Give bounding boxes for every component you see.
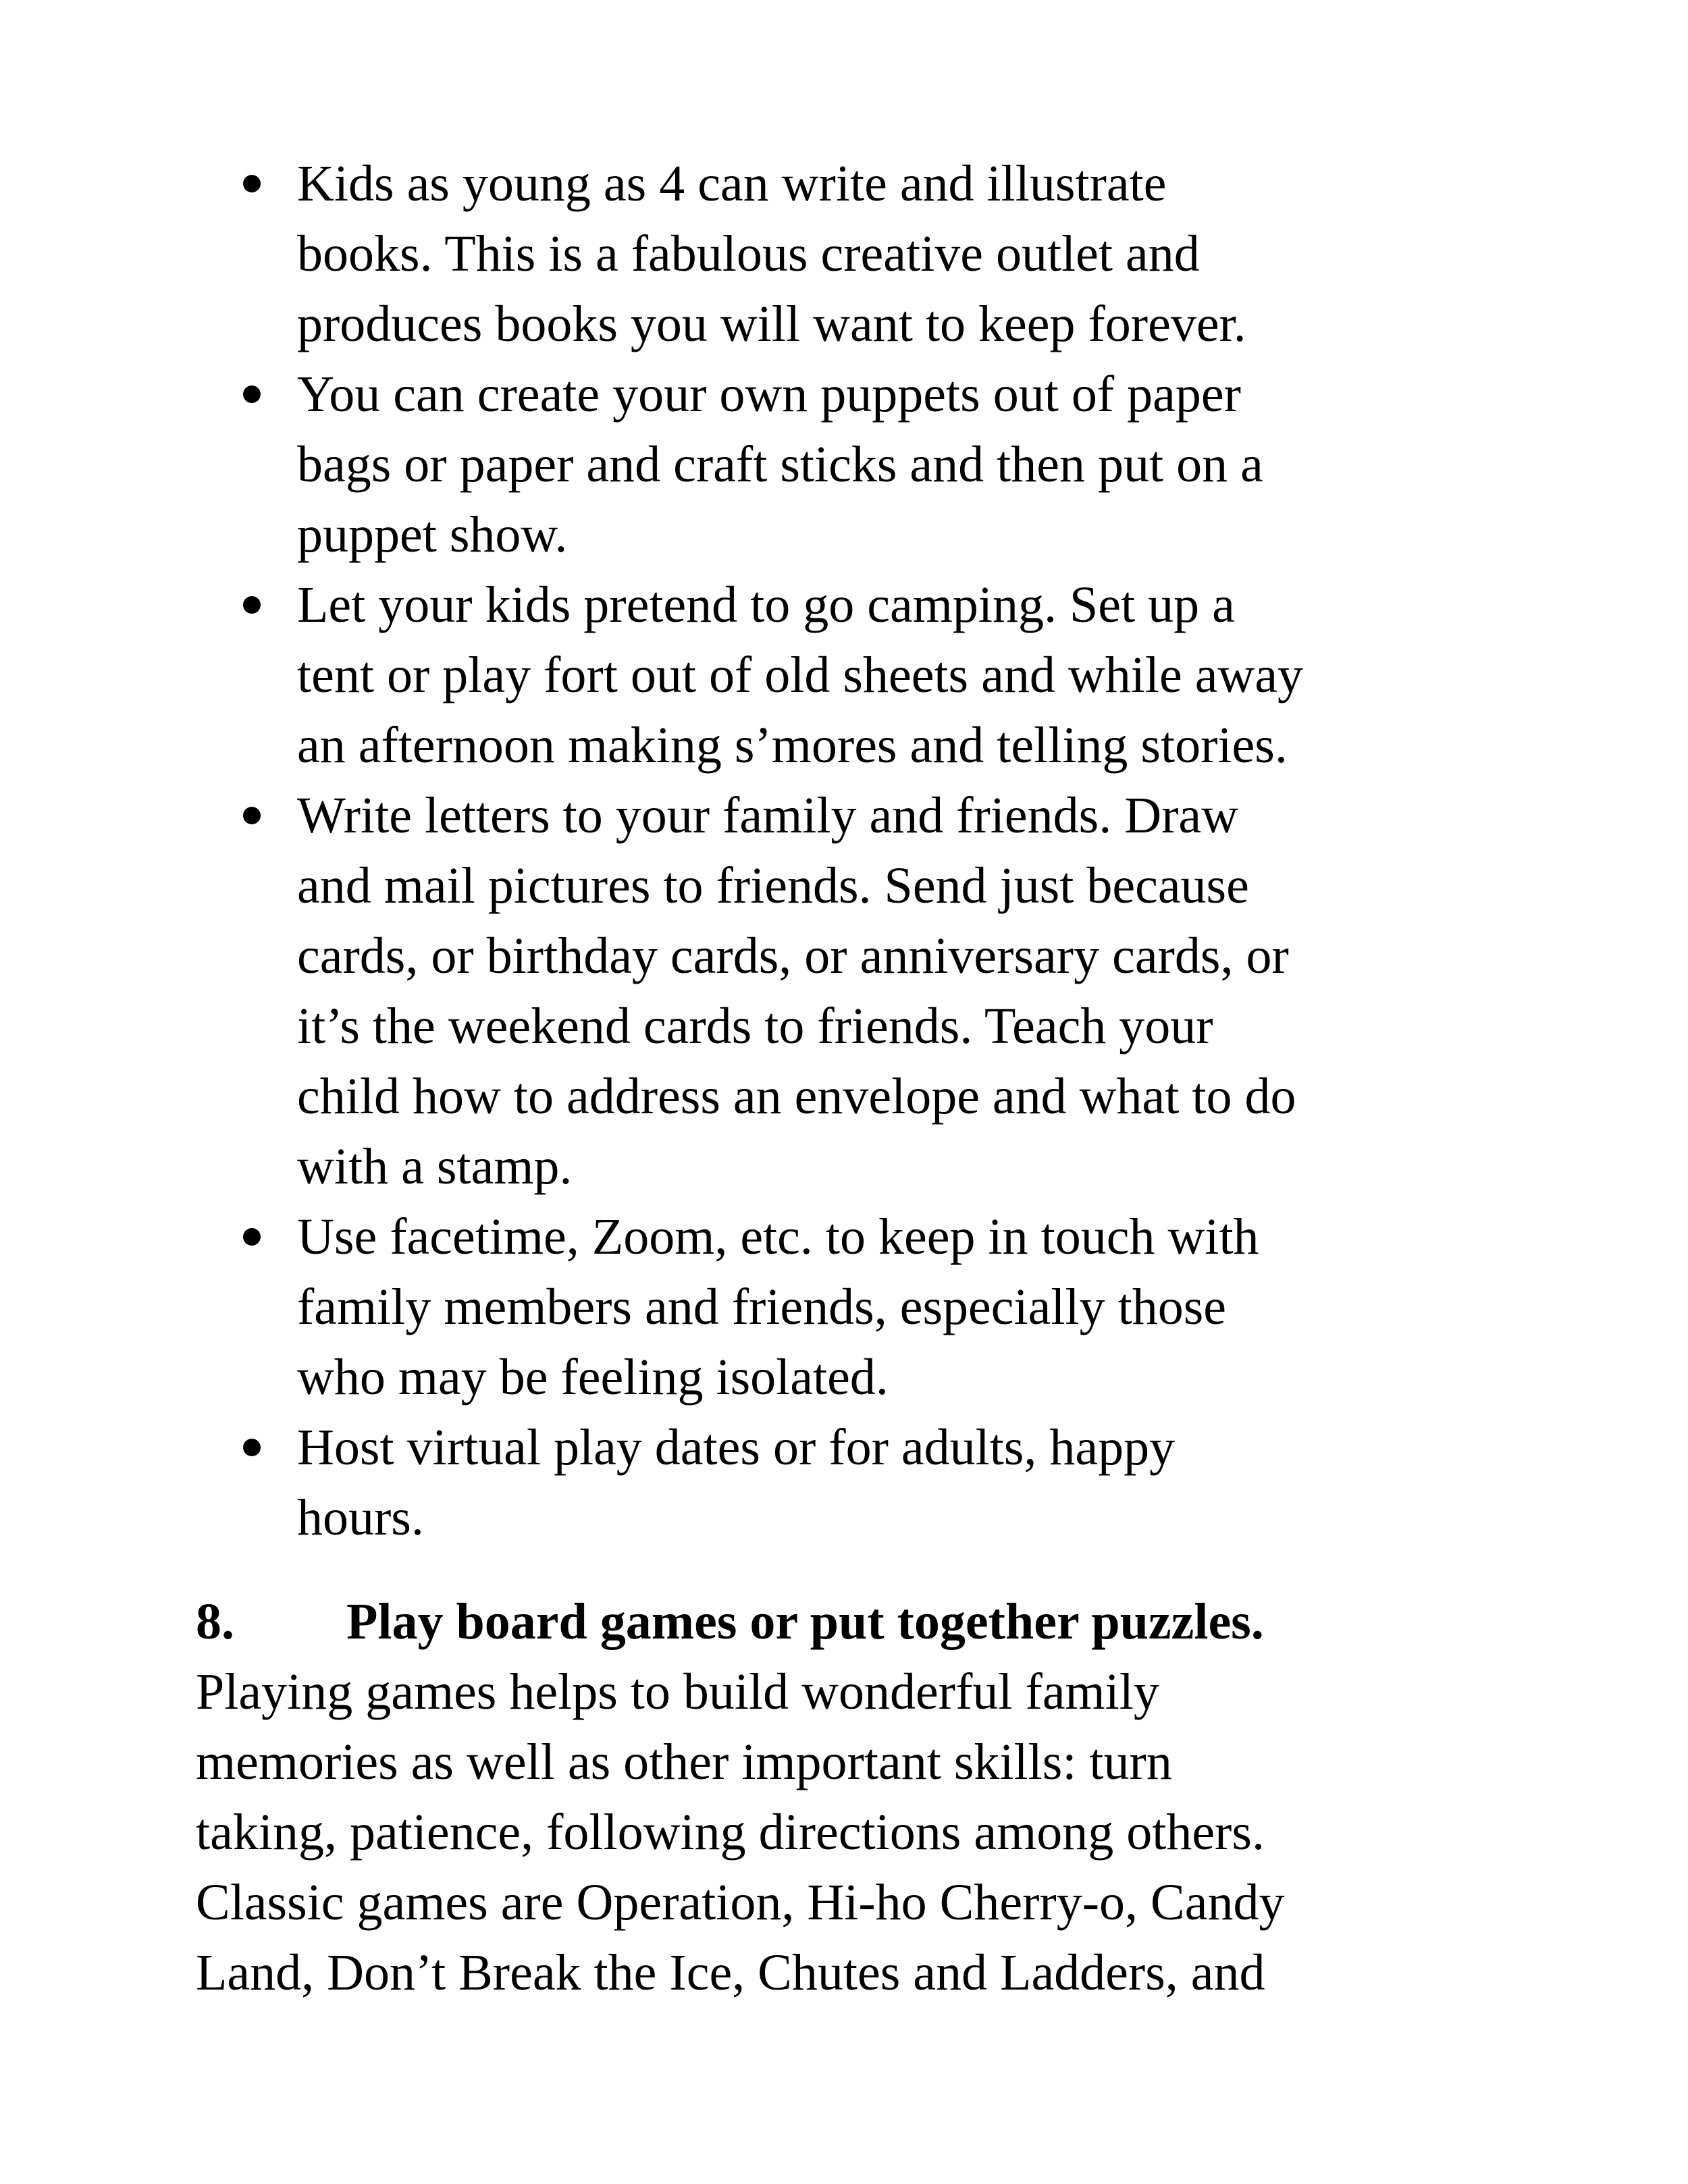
bullet-line: produces books you will want to keep forever. <box>297 296 1246 352</box>
bullet-line: tent or play fort out of old sheets and while away <box>297 647 1304 703</box>
bullet-icon <box>243 807 261 824</box>
bullet-line: Let your kids pretend to go camping. Set up a <box>297 577 1235 633</box>
bullet-line: Write letters to your family and friends. Draw <box>297 787 1239 844</box>
bullet-icon <box>243 175 261 192</box>
bullet-item-write-books <box>243 149 1526 359</box>
bullet-item-virtual-play-dates <box>243 1412 1526 1553</box>
section-body-line: taking, patience, following directions among others. <box>196 1804 1265 1861</box>
bullet-line: an afternoon making s’mores and telling stories. <box>297 717 1288 774</box>
bullet-icon <box>243 1228 261 1246</box>
bullet-icon <box>243 1439 261 1456</box>
bullet-line: puppet show. <box>297 506 568 563</box>
bullet-icon <box>243 385 261 403</box>
bullet-line: You can create your own puppets out of paper <box>297 366 1241 423</box>
bullet-line: who may be feeling isolated. <box>297 1349 889 1406</box>
bullet-line: Use facetime, Zoom, etc. to keep in touch with <box>297 1208 1259 1265</box>
activity-bullet-list <box>243 149 1526 1553</box>
bullet-line: bags or paper and craft sticks and then put on a <box>297 436 1263 493</box>
section-board-games <box>196 1587 1546 2008</box>
section-number: 8. <box>196 1593 234 1650</box>
bullet-line: it’s the weekend cards to friends. Teach your <box>297 998 1213 1055</box>
bullet-item-letters <box>243 780 1526 1202</box>
section-title: Play board games or put together puzzles. <box>346 1593 1264 1650</box>
section-body-line: Classic games are Operation, Hi-ho Cherry-o, Candy <box>196 1874 1285 1931</box>
bullet-line: Host virtual play dates or for adults, happy <box>297 1419 1176 1476</box>
section-body-line: Land, Don’t Break the Ice, Chutes and Ladders, and <box>196 1944 1265 2001</box>
section-heading <box>196 1587 1546 1657</box>
bullet-icon <box>243 596 261 614</box>
section-body-line: memories as well as other important skills: turn <box>196 1734 1172 1790</box>
bullet-line: and mail pictures to friends. Send just because <box>297 857 1249 914</box>
bullet-line: books. This is a fabulous creative outlet and <box>297 225 1200 282</box>
bullet-line: cards, or birthday cards, or anniversary cards, or <box>297 928 1289 984</box>
bullet-item-video-calls <box>243 1202 1526 1412</box>
bullet-item-puppets <box>243 359 1526 570</box>
bullet-line: hours. <box>297 1489 424 1546</box>
bullet-line: with a stamp. <box>297 1138 573 1195</box>
bullet-line: family members and friends, especially those <box>297 1279 1227 1335</box>
bullet-item-camping <box>243 570 1526 780</box>
bullet-line: Kids as young as 4 can write and illustrate <box>297 155 1167 212</box>
section-body-line: Playing games helps to build wonderful family <box>196 1663 1159 1720</box>
bullet-line: child how to address an envelope and what to do <box>297 1068 1296 1125</box>
